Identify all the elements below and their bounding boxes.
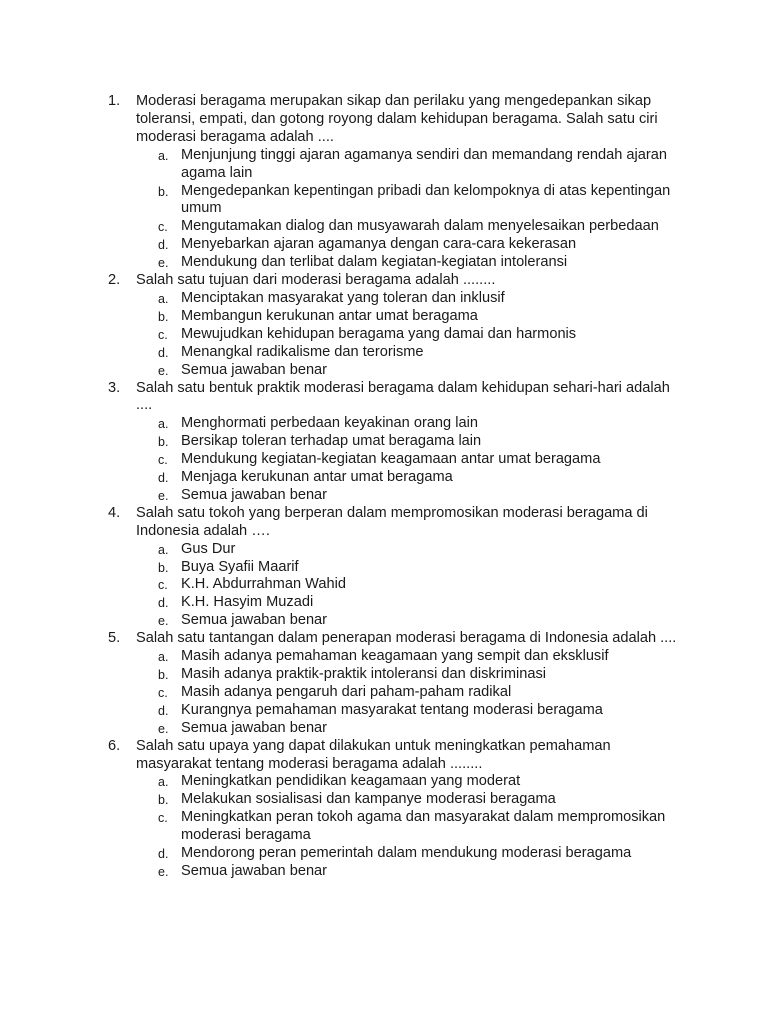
option-text: Mengutamakan dialog dan musyawarah dalam menyelesaikan perbedaan xyxy=(181,218,659,235)
option-letter: d. xyxy=(158,471,169,486)
option-text: Mewujudkan kehidupan beragama yang damai dan harmonis xyxy=(181,325,577,342)
question-text: Salah satu tantangan dalam penerapan moderasi beragama di Indonesia adalah .... xyxy=(136,630,677,647)
option-text: Menjunjung tinggi ajaran agamanya sendiri dan memandang rendah ajaran agama lain xyxy=(181,146,667,181)
question-text: Salah satu tokoh yang berperan dalam mempromosikan moderasi beragama di Indonesia adalah …. xyxy=(136,504,648,539)
option-letter: b. xyxy=(158,309,169,324)
answer-option xyxy=(136,290,688,308)
option-text: Mendukung kegiatan-kegiatan keagamaan antar umat beragama xyxy=(181,451,601,468)
option-letter: d. xyxy=(158,596,169,611)
question-number: 4. xyxy=(108,504,121,521)
answer-option xyxy=(136,791,688,809)
option-text: Mendukung dan terlibat dalam kegiatan-kegiatan intoleransi xyxy=(181,254,568,271)
option-letter: c. xyxy=(158,811,168,826)
option-text: Menghormati perbedaan keyakinan orang lain xyxy=(181,415,478,432)
answer-option xyxy=(136,576,688,594)
answer-option xyxy=(136,594,688,612)
option-text: Meningkatkan pendidikan keagamaan yang moderat xyxy=(181,773,521,790)
answer-option xyxy=(136,362,688,380)
option-letter: b. xyxy=(158,793,169,808)
question-list xyxy=(108,93,688,881)
option-letter: c. xyxy=(158,327,168,342)
question-text: Moderasi beragama merupakan sikap dan perilaku yang mengedepankan sikap toleransi, empati, dan gotong royong dalam kehidupan beragama. Salah satu ciri moderasi beragama adalah .... xyxy=(136,93,658,145)
option-letter: b. xyxy=(158,560,169,575)
option-text: Bersikap toleran terhadap umat beragama lain xyxy=(181,433,482,450)
option-letter: e. xyxy=(158,363,169,378)
question-number: 6. xyxy=(108,737,121,754)
option-text: Menyebarkan ajaran agamanya dengan cara-cara kekerasan xyxy=(181,236,577,253)
option-text: Masih adanya pengaruh dari paham-paham radikal xyxy=(181,683,512,700)
question-number: 5. xyxy=(108,630,121,647)
option-text: Mendorong peran pemerintah dalam mendukung moderasi beragama xyxy=(181,845,632,862)
option-letter: b. xyxy=(158,184,169,199)
option-letter: a. xyxy=(158,417,169,432)
option-text: Semua jawaban benar xyxy=(181,486,328,503)
option-letter: d. xyxy=(158,345,169,360)
answer-option xyxy=(136,773,688,791)
option-text: Membangun kerukunan antar umat beragama xyxy=(181,307,478,324)
option-letter: b. xyxy=(158,435,169,450)
answer-option xyxy=(136,183,688,219)
answer-option xyxy=(136,433,688,451)
option-text: Masih adanya pemahaman keagamaan yang sempit dan eksklusif xyxy=(181,648,609,665)
answer-option xyxy=(136,720,688,738)
answer-option xyxy=(136,236,688,254)
question-number: 3. xyxy=(108,379,121,396)
question-text: Salah satu bentuk praktik moderasi beragama dalam kehidupan sehari-hari adalah .... xyxy=(136,379,670,414)
question-text: Salah satu upaya yang dapat dilakukan untuk meningkatkan pemahaman masyarakat tentang moderasi beragama adalah ........ xyxy=(136,737,611,772)
option-letter: c. xyxy=(158,578,168,593)
option-text: Kurangnya pemahaman masyarakat tentang moderasi beragama xyxy=(181,701,603,718)
answer-option xyxy=(136,487,688,505)
question-item xyxy=(108,93,688,272)
option-letter: e. xyxy=(158,488,169,503)
option-text: Semua jawaban benar xyxy=(181,361,328,378)
option-text: Meningkatkan peran tokoh agama dan masyarakat dalam mempromosikan moderasi beragama xyxy=(181,809,666,844)
answer-option xyxy=(136,254,688,272)
option-text: Semua jawaban benar xyxy=(181,612,328,629)
question-text: Salah satu tujuan dari moderasi beragama adalah ........ xyxy=(136,272,496,289)
option-text: K.H. Hasyim Muzadi xyxy=(181,594,314,611)
answer-option xyxy=(136,809,688,845)
option-letter: e. xyxy=(158,721,169,736)
question-item xyxy=(108,738,688,881)
option-text: Menangkal radikalisme dan terorisme xyxy=(181,343,424,360)
option-letter: c. xyxy=(158,220,168,235)
option-letter: a. xyxy=(158,650,169,665)
option-text: Semua jawaban benar xyxy=(181,862,328,879)
option-text: Menciptakan masyarakat yang toleran dan inklusif xyxy=(181,289,505,306)
answer-option xyxy=(136,684,688,702)
answer-option xyxy=(136,702,688,720)
option-letter: d. xyxy=(158,847,169,862)
option-letter: a. xyxy=(158,542,169,557)
option-letter: b. xyxy=(158,668,169,682)
answer-option xyxy=(136,559,688,577)
option-letter: a. xyxy=(158,148,169,163)
option-text: Buya Syafii Maarif xyxy=(181,558,299,575)
option-letter: c. xyxy=(158,453,168,468)
answer-option xyxy=(136,845,688,863)
option-letter: c. xyxy=(158,685,168,700)
answer-option xyxy=(136,469,688,487)
option-list xyxy=(136,415,688,505)
answer-option xyxy=(136,666,688,684)
answer-option xyxy=(136,541,688,559)
option-text: Masih adanya praktik-praktik intoleransi dan diskriminasi xyxy=(181,666,547,682)
option-list xyxy=(136,648,688,738)
answer-option xyxy=(136,863,688,881)
answer-option xyxy=(136,308,688,326)
option-text: Mengedepankan kepentingan pribadi dan kelompoknya di atas kepentingan umum xyxy=(181,182,671,217)
option-letter: d. xyxy=(158,703,169,718)
answer-option xyxy=(136,218,688,236)
option-text: Menjaga kerukunan antar umat beragama xyxy=(181,469,453,486)
answer-option xyxy=(136,344,688,362)
option-text: Melakukan sosialisasi dan kampanye moderasi beragama xyxy=(181,791,556,808)
option-text: Gus Dur xyxy=(181,540,236,557)
answer-option xyxy=(136,612,688,630)
option-list xyxy=(136,290,688,380)
answer-option xyxy=(136,648,688,666)
option-list xyxy=(136,147,688,272)
question-number: 2. xyxy=(108,272,121,289)
option-letter: a. xyxy=(158,291,169,306)
option-letter: d. xyxy=(158,238,169,253)
answer-option xyxy=(136,147,688,183)
question-number: 1. xyxy=(108,93,121,109)
option-text: Semua jawaban benar xyxy=(181,719,328,736)
question-item xyxy=(108,505,688,630)
option-text: K.H. Abdurrahman Wahid xyxy=(181,576,346,593)
option-list xyxy=(136,773,688,880)
option-letter: e. xyxy=(158,256,169,271)
question-item xyxy=(108,380,688,505)
question-item xyxy=(108,272,688,379)
answer-option xyxy=(136,451,688,469)
option-letter: a. xyxy=(158,775,169,790)
question-item xyxy=(108,630,688,737)
answer-option xyxy=(136,415,688,433)
answer-option xyxy=(136,326,688,344)
option-list xyxy=(136,541,688,631)
option-letter: e. xyxy=(158,864,169,879)
option-letter: e. xyxy=(158,614,169,629)
